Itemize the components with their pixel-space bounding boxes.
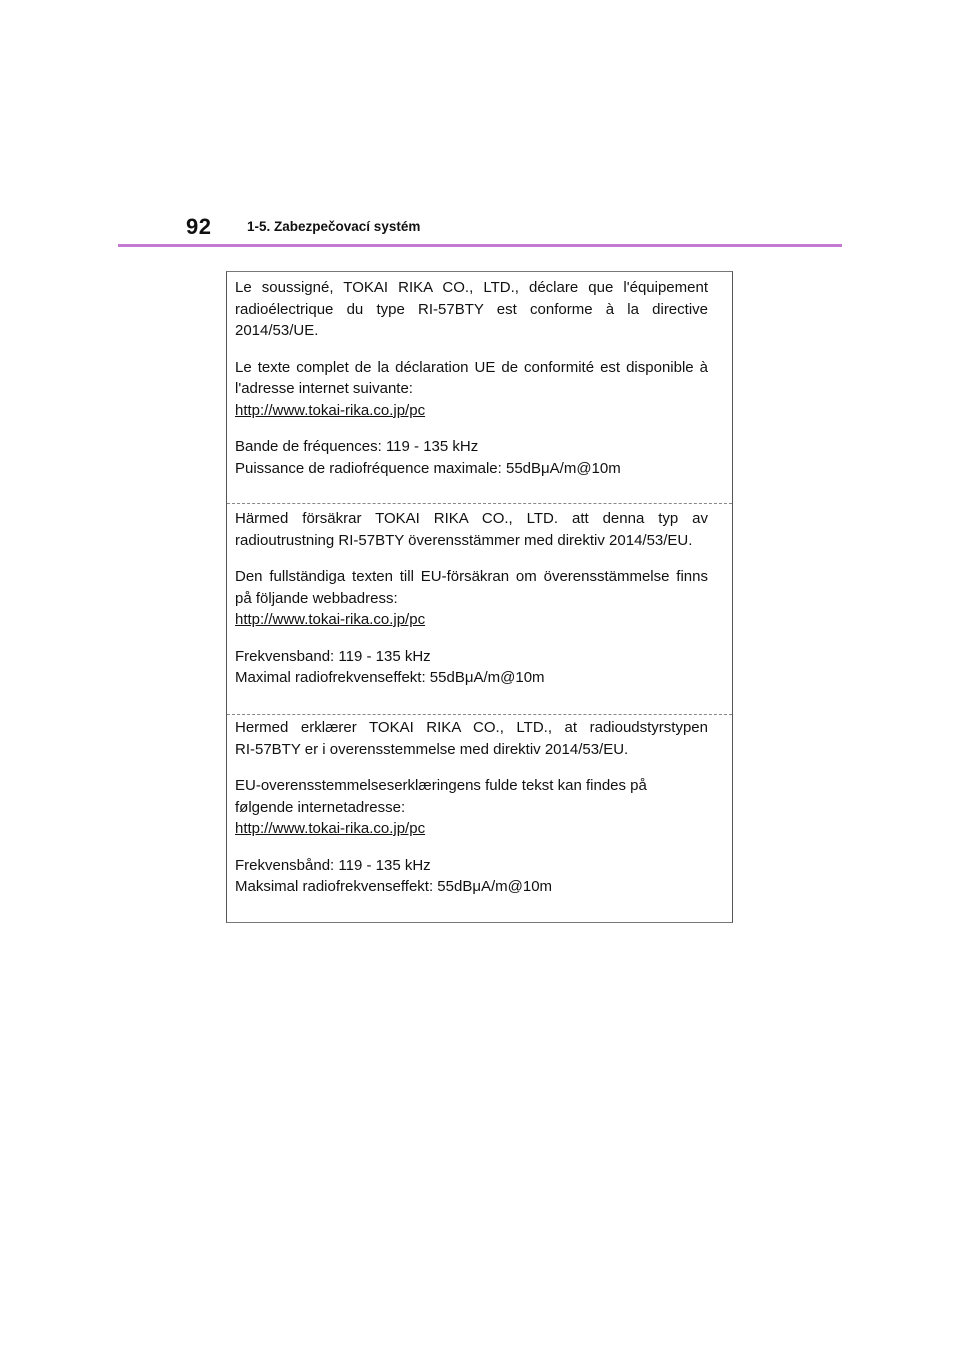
page-number: 92 xyxy=(186,214,212,239)
frequency-band: Bande de fréquences: 119 - 135 kHz xyxy=(235,438,479,455)
declaration-line: RI-57BTY er i overensstemmelse med direktiv 2014/53/EU. xyxy=(235,740,629,758)
section-title: 1-5. Zabezpečovací systém xyxy=(247,219,421,234)
max-power: Maximal radiofrekvenseffekt: 55dBμA/m@10m xyxy=(235,669,545,686)
availability-line: Den fullständiga texten till EU-försäkran om överensstämmelse finns xyxy=(235,568,708,585)
availability-line: Le texte complet de la déclaration UE de conformité est disponible à xyxy=(235,358,708,376)
declaration-line: 2014/53/UE. xyxy=(235,322,319,339)
conformity-url-link[interactable]: http://www.tokai-rika.co.jp/pc xyxy=(235,401,426,419)
declaration-block-fr xyxy=(227,277,732,479)
declaration-block-sv xyxy=(227,508,732,689)
conformity-url-link[interactable]: http://www.tokai-rika.co.jp/pc xyxy=(235,820,426,837)
declaration-line: Härmed försäkrar TOKAI RIKA CO., LTD. att denna typ av xyxy=(235,510,708,527)
block-divider xyxy=(227,714,732,715)
header-rule xyxy=(118,244,842,247)
frequency-band: Frekvensband: 119 - 135 kHz xyxy=(235,647,431,665)
availability-line: l'adresse internet suivante: xyxy=(235,380,413,397)
declaration-line: radioutrustning RI-57BTY överensstämmer med direktiv 2014/53/EU. xyxy=(235,531,693,549)
declaration-line: Hermed erklærer TOKAI RIKA CO., LTD., at radioudstyrstypen xyxy=(235,719,708,736)
conformity-url-link[interactable]: http://www.tokai-rika.co.jp/pc xyxy=(235,611,426,628)
declaration-box xyxy=(226,271,733,923)
max-power: Puissance de radiofréquence maximale: 55dBμA/m@10m xyxy=(235,459,621,477)
declaration-block-da xyxy=(227,717,732,898)
declaration-line: radioélectrique du type RI-57BTY est conforme à la directive xyxy=(235,300,708,318)
availability-line: følgende internetadresse: xyxy=(235,798,406,816)
availability-line: på följande webbadress: xyxy=(235,589,398,607)
frequency-band: Frekvensbånd: 119 - 135 kHz xyxy=(235,856,431,874)
max-power: Maksimal radiofrekvenseffekt: 55dBμA/m@10m xyxy=(235,878,553,895)
availability-line: EU-overensstemmelseserklæringens fulde tekst kan findes på xyxy=(235,777,647,794)
block-divider xyxy=(227,503,732,504)
declaration-line: Le soussigné, TOKAI RIKA CO., LTD., déclare que l'équipement xyxy=(235,279,708,296)
